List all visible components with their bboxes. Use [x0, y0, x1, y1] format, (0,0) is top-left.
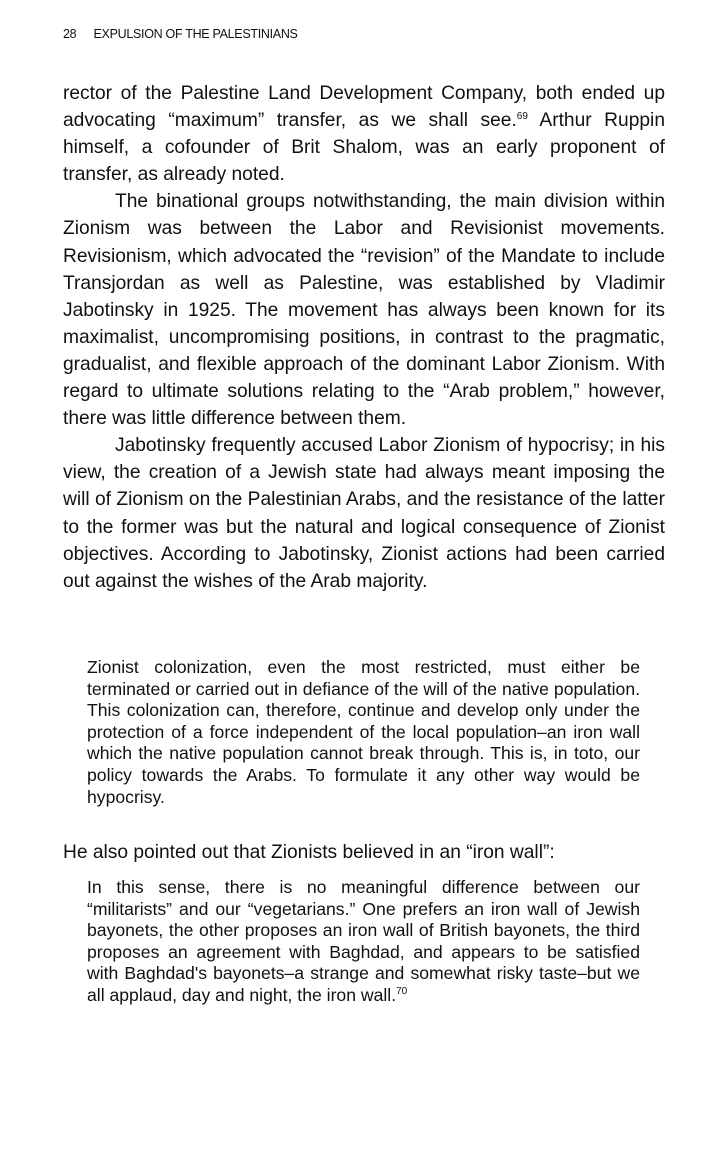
- running-title: EXPULSION OF THE PALESTINIANS: [93, 27, 298, 41]
- paragraph-3: Jabotinsky frequently accused Labor Zionism of hypocrisy; in his view, the creation of a Jewish state had always meant imposing the will of Zionism on the Palestinian Arabs, and the resistance of the latter to the former was but the natural and logical consequence of Zionist objectives. According to Jabotinsky, Zionist actions had been carried out against the wishes of the Arab majority.: [63, 435, 665, 592]
- paragraph-1: [63, 80, 665, 188]
- block-quote-2: [87, 877, 640, 1007]
- bridge-paragraph: He also pointed out that Zionists believed in an “iron wall”:: [63, 842, 555, 863]
- paragraph-2: The binational groups notwithstanding, the main division within Zionism was between the Labor and Revisionist movements. Revisionism, which advocated the “revision” of the Mandate to include Transjordan as well as Palestine, was established by Vladimir Jabotinsky in 1925. The movement has always been known for its maximalist, uncompromising positions, in contrast to the pragmatic, gradualist, and flexible approach of the dominant Labor Zionism. With regard to ultimate solutions relating to the “Arab problem,” however, there was little difference between them.: [63, 191, 665, 430]
- paragraph-1-text-continued: Arthur Ruppin himself, a cofounder of Brit Shalom, was an early proponent of transfer, as already noted.: [63, 110, 665, 186]
- body-section-2: [63, 839, 665, 866]
- block-quote-1-text: Zionist colonization, even the most restricted, must either be terminated or carried out in defiance of the will of the native population. This colonization can, therefore, continue and develop only under the protection of a force independent of the local population–an iron wall which the native population cannot break through. This is, in toto, our policy towards the Arabs. To formulate it any other way would be hypocrisy.: [87, 657, 640, 807]
- block-quote-2-text: In this sense, there is no meaningful difference between our “militarists” and our “vegetarians.” One prefers an iron wall of Jewish bayonets, the other proposes an iron wall of British bayonets, the third proposes an agreement with Baghdad, and appears to be satisfied with Baghdad's bayonets–a strange and somewhat risky taste–but we all applaud, day and night, the iron wall.: [87, 877, 640, 1005]
- page-number: 28: [63, 27, 77, 41]
- block-quote-1: [87, 657, 640, 808]
- block-quote-2-para: [87, 877, 640, 1007]
- paragraph-1-text: rector of the Palestine Land Development Company, both ended up advocating “maximum” transfer, as we shall see.: [63, 83, 665, 132]
- body-section-1: [63, 80, 665, 595]
- running-header: [63, 27, 298, 41]
- footnote-ref-69: 69: [516, 111, 528, 123]
- footnote-ref-70: 70: [396, 985, 408, 997]
